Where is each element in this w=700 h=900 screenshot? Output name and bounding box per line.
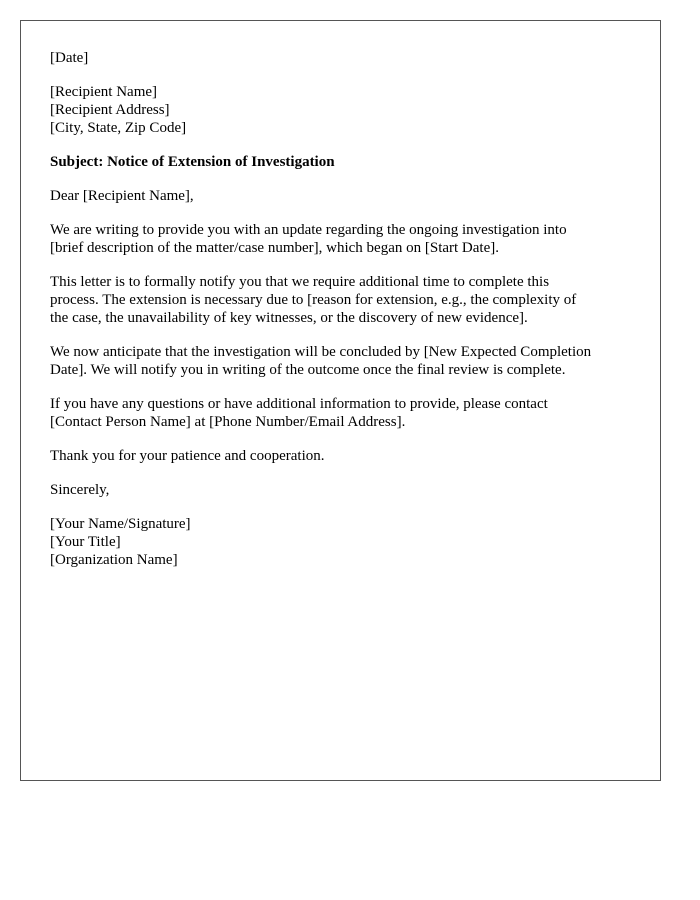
salutation bbox=[50, 187, 650, 205]
paragraph-extension bbox=[50, 273, 650, 327]
paragraph-thanks bbox=[50, 447, 650, 465]
subject-text: Subject: Notice of Extension of Investigation bbox=[50, 154, 335, 170]
letter-body bbox=[50, 49, 650, 585]
text-line: This letter is to formally notify you that we require additional time to complete this bbox=[50, 274, 550, 290]
recipient-name: [Recipient Name] bbox=[50, 84, 158, 100]
paragraph-contact bbox=[50, 395, 650, 431]
text-line: Thank you for your patience and cooperation. bbox=[50, 448, 325, 464]
text-line: We now anticipate that the investigation will be concluded by [New Expected Completion bbox=[50, 344, 592, 360]
signature-block bbox=[50, 515, 650, 569]
signature-organization: [Organization Name] bbox=[50, 552, 178, 568]
text-line: Date]. We will notify you in writing of the outcome once the final review is complete. bbox=[50, 362, 566, 378]
text-line: the case, the unavailability of key witnesses, or the discovery of new evidence]. bbox=[50, 310, 528, 326]
text-line: [Contact Person Name] at [Phone Number/Email Address]. bbox=[50, 414, 406, 430]
text-line: We are writing to provide you with an update regarding the ongoing investigation into bbox=[50, 222, 567, 238]
closing bbox=[50, 481, 650, 499]
text-line: [brief description of the matter/case number], which began on [Start Date]. bbox=[50, 240, 499, 256]
subject-line bbox=[50, 153, 650, 171]
recipient-block bbox=[50, 83, 650, 137]
recipient-city: [City, State, Zip Code] bbox=[50, 120, 187, 136]
closing-text: Sincerely, bbox=[50, 482, 110, 498]
paragraph-completion bbox=[50, 343, 650, 379]
signature-name: [Your Name/Signature] bbox=[50, 516, 191, 532]
paragraph-update bbox=[50, 221, 650, 257]
recipient-address: [Recipient Address] bbox=[50, 102, 170, 118]
date-text: [Date] bbox=[50, 50, 89, 66]
signature-title: [Your Title] bbox=[50, 534, 121, 550]
salutation-text: Dear [Recipient Name], bbox=[50, 188, 194, 204]
text-line: process. The extension is necessary due to [reason for extension, e.g., the complexity of bbox=[50, 292, 577, 308]
text-line: If you have any questions or have additional information to provide, please contact bbox=[50, 396, 548, 412]
letter-page bbox=[20, 20, 661, 781]
date bbox=[50, 49, 650, 67]
